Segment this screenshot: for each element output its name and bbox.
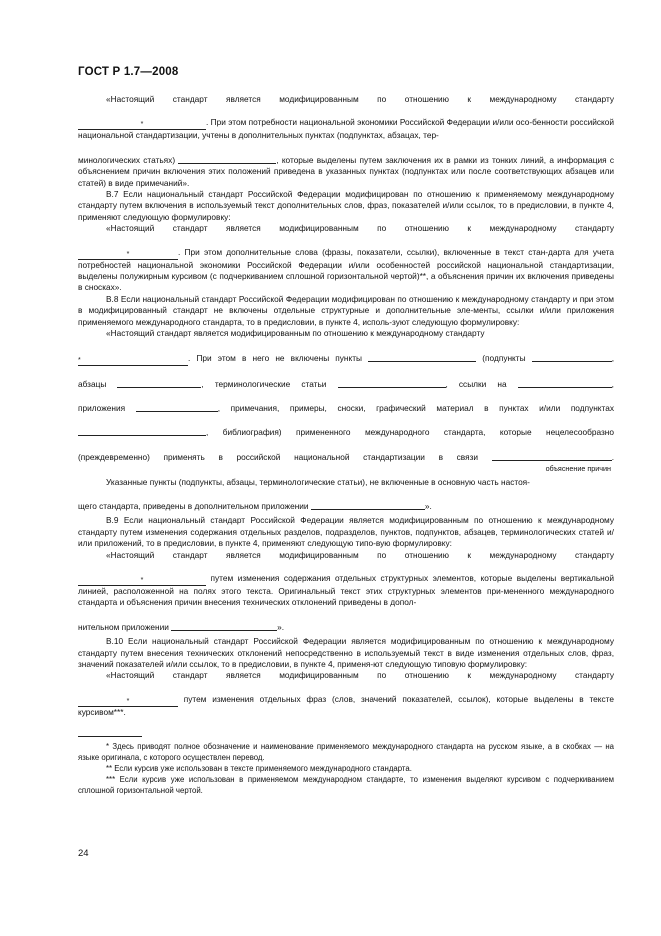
template-b8-line-bibliography [78,426,614,438]
clause-b7: В.7 Если национальный стандарт Российской Федерации модифицирован по отношению к применяемому международному стандарту путем включения в используемый текст дополнительных слов, фраз, показателей и/или ссылок, то в предисловии, в пункте 4, применяют следующую формулировку: [78,189,614,222]
standard-blank: * [78,250,178,260]
paragraphs-blank [117,378,201,388]
template-b9-text [78,573,614,609]
text-part: щего стандарта, приведены в дополнительном приложении [78,500,309,511]
text-part: , [611,378,614,389]
text-part: , [611,352,614,363]
template-b8-line-annexes [78,402,614,414]
template-b7-intro: «Настоящий стандарт является модифицированным по отношению к международному стандарту [106,223,614,234]
standard-blank: * [78,697,178,707]
text-part: абзацы [78,378,107,389]
template-b6-text [78,117,614,141]
template-b6-cont-end: , которые выделены путем заключения их в рамки из тонких линий, а информация с объяснением причин включения этих положений приведена в указанных пунктах (подпунктах или после соответствующих абзацев или статей) в виде примечаний». [78,154,614,188]
clause-b10: В.10 Если национальный стандарт Российской Федерации является модифицированным по отношению к международному стандарту путем внесения технических отклонений непосредственно в используемый текст в виде изменения отдельных слов, фраз, значений показателей и/или ссылок, то в предисловии, в пункте 4, применя-ют следующую типовую формулировку: [78,636,614,669]
template-b8-annex [78,500,614,512]
reason-blank [492,451,612,461]
template-b8-line-paragraphs [78,378,614,390]
points-blank [368,352,476,362]
annex-blank [171,621,277,631]
footnote-2: ** Если курсив уже использован в тексте применяемого международного стандарта. [106,764,412,774]
template-b6-text-part: . При этом потребности национальной экономики Российской Федерации и/или осо-бенности российской национальной стандартизации, учтены в дополнительных пунктах (подпунктах, абзацах, тер- [78,117,614,141]
template-b8-intro: «Настоящий стандарт является модифицированным по отношению к международному стандарту [106,328,485,339]
notes-blank [78,426,206,436]
text-part: ». [424,500,432,511]
terms-blank [338,378,446,388]
template-b7-text-part: . При этом дополнительные слова (фразы, показатели, ссылки), включенные в текст стан-дарта для учета потребностей национальной экономики Российской Федерации и/или особенностей российской национальной стандартизации, выделены полужирным курсивом (с подчеркиванием сплошной горизонтальной чертой)**, а объяснения причин их включения приведены в сносках». [78,246,614,293]
template-b8-line-reason [78,451,614,463]
text-part: путем изменения отдельных фраз (слов, значений показателей, ссылок), которые выделены в тексте курсивом***. [78,693,614,717]
template-b10-text [78,694,614,718]
text-part: , примечания, примеры, сноски, графический материал в пунктах и/или подпунктах [217,402,614,413]
standard-blank: * [78,120,206,130]
template-b8-line-points [78,352,614,366]
footnote-3: *** Если курсив уже использован в применяемом международном стандарте, то изменения выделяют курсивом с подчеркиванием сплошной горизонтальной чертой. [78,775,614,796]
template-b6-cont-part: минологических статьях) [78,154,176,165]
standard-blank: * [78,576,206,586]
template-b6-text-cont [78,154,614,189]
text-part: ». [277,621,285,632]
text-part: (подпункты [482,352,526,363]
template-b8-note: Указанные пункты (подпункты, абзацы, терминологические статьи), не включенные в основную часть настоя- [106,476,530,487]
subpoints-blank [532,352,612,362]
template-b9-annex [78,621,614,633]
annex-blank [311,500,425,510]
text-part: нительном приложении [78,621,169,632]
page-number: 24 [78,848,89,859]
template-b6-intro: «Настоящий стандарт является модифицированным по отношению к международному стандарту [106,94,614,104]
page-header-title: ГОСТ Р 1.7—2008 [78,66,179,78]
text-part: путем изменения содержания отдельных структурных элементов, которые выделены вертикальной линией, расположенной на полях этого текста. Оригинальный текст этих структурных элементов при-мененного международного стандарта и объяснения причин внесения технических отклонений приведены в допол- [78,572,614,608]
clause-b9: В.9 Если национальный стандарт Российской Федерации является модифицированным по отношению к международному стандарту путем изменения содержания отдельных разделов, подразделов, пунктов, подпунктов, абзацев, терминологических статей и/или приложений, то в предисловии, в пункте 4, применяют следующую типо-вую формулировку: [78,515,614,549]
footnote-1: * Здесь приводят полное обозначение и наименование применяемого международного стандарта на русском языке, а в скобках — на языке оригинала, с которого осуществлен перевод. [78,742,614,763]
page-content [78,94,614,796]
text-part: , ссылки на [445,378,507,389]
text-part: . При этом в него не включены пункты [188,352,363,363]
text-part: (преждевременно) применять в российской национальной стандартизации в связи [78,451,479,462]
clause-b8: В.8 Если национальный стандарт Российской Федерации модифицирован по отношению к международному стандарту и при этом в модифицированный стандарт не включены отдельные структурные и дополнительные эле-менты, ссылки и/или приложения применяемого международного стандарта, то в предисловии, в пункте 4, исполь-зуют следующую формулировку: [78,293,614,327]
annexes-blank [136,402,218,412]
terms-blank [178,154,276,164]
references-blank [518,378,612,388]
text-part: , терминологические статьи [201,378,327,389]
text-part: . [611,451,614,462]
standard-blank: * [78,356,188,366]
footnote-divider [78,736,142,737]
text-part: приложения [78,402,126,413]
reason-caption: объяснение причин [545,464,611,474]
text-part: , библиография) примененного международного стандарта, которые нецелесообразно [206,427,614,438]
template-b10-intro: «Настоящий стандарт является модифицированным по отношению к международному стандарту [106,670,614,681]
template-b7-text [78,247,614,294]
template-b9-intro: «Настоящий стандарт является модифицированным по отношению к международному стандарту [106,549,614,560]
